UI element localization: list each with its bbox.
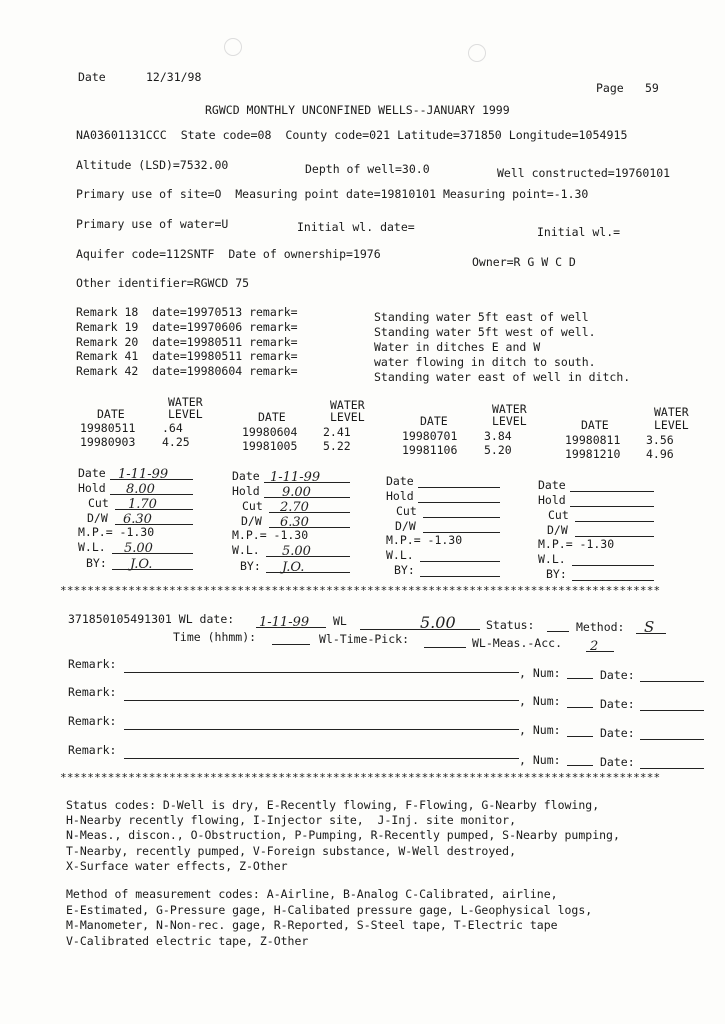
field-hold[interactable]: Hold [538, 493, 654, 507]
wl-value-field[interactable] [360, 614, 480, 630]
field-mp: M.P.= -1.30 [232, 528, 309, 542]
remark-text: Standing water 5ft east of well [374, 310, 589, 324]
method-codes-line: V-Calibrated electric tape, Z-Other [66, 934, 309, 948]
field-wl[interactable]: W.L. [538, 552, 654, 566]
date-field[interactable] [640, 710, 704, 711]
other-identifier: Other identifier=RGWCD 75 [76, 276, 250, 290]
altitude: Altitude (LSD)=7532.00 [76, 158, 229, 172]
punch-hole-right [468, 44, 486, 62]
remark-label: Remark 41 date=19980511 remark= [76, 349, 298, 363]
page-label: Page [596, 81, 624, 95]
handwritten-cut: 2.70 [280, 500, 309, 515]
status-codes-line: N-Meas., discon., O-Obstruction, P-Pumping, R-Recently pumped, S-Nearby pumping, [66, 828, 620, 842]
header-date: DATE [97, 407, 125, 421]
field-date[interactable]: Date 1-11-99 [78, 466, 193, 480]
handwritten-by: J.O. [130, 557, 153, 572]
initial-wl: Initial wl.= [537, 225, 621, 239]
wl-date: 19980604 [242, 425, 298, 439]
wl-date-field[interactable] [256, 612, 326, 628]
wl-level: .64 [162, 421, 183, 435]
time-label: Time (hhmm): [173, 630, 257, 644]
num-field[interactable] [567, 707, 593, 708]
status-codes-line: H-Nearby recently flowing, I-Injector site, J-Inj. site monitor, [66, 813, 517, 827]
remark-row-label: Remark: [68, 743, 117, 757]
field-hold[interactable]: Hold 8.00 [78, 481, 193, 495]
field-date[interactable]: Date [386, 474, 500, 488]
handwritten-dw: 6.30 [280, 515, 309, 530]
remark-field[interactable] [124, 672, 519, 673]
field-by[interactable]: BY: J.O. [232, 559, 350, 573]
handwritten-wl-value: 5.00 [420, 613, 456, 632]
date-field[interactable] [640, 739, 704, 740]
wl-date: 19980511 [80, 421, 136, 435]
header-date: DATE [258, 410, 286, 424]
handwritten-date: 1-11-99 [118, 467, 169, 482]
num-label: , Num: [519, 723, 561, 737]
remark-text: Water in ditches E and W [374, 340, 541, 354]
handwritten-dw: 6.30 [123, 512, 152, 527]
remark-field[interactable] [124, 700, 519, 701]
entry-site-id: 371850105491301 WL date: [68, 612, 235, 626]
wl-level: 3.84 [484, 429, 512, 443]
header-level: LEVEL [330, 410, 365, 424]
method-codes-line: M-Manometer, N-Non-rec. gage, R-Reported, S-Steel tape, T-Electric tape [66, 918, 558, 932]
separator-line: **************************************************************************************** [60, 772, 661, 783]
separator-line: **************************************************************************************** [60, 585, 661, 596]
owner: Owner=R G W C D [472, 255, 576, 269]
field-wl[interactable]: W.L. [386, 548, 500, 562]
field-wl[interactable]: W.L. 5.00 [232, 543, 350, 557]
header-water: WATER [492, 402, 527, 416]
wl-date: 19981106 [402, 443, 458, 457]
field-dw[interactable]: D/W [538, 523, 654, 537]
header-water: WATER [654, 405, 689, 419]
date-field-label: Date: [600, 668, 635, 682]
num-field[interactable] [567, 765, 593, 766]
header-water: WATER [168, 395, 203, 409]
handwritten-wl-date: 1-11-99 [259, 615, 310, 630]
remark-label: Remark 20 date=19980511 remark= [76, 335, 298, 349]
header-date: DATE [581, 418, 609, 432]
site-id-line: NA03601131CCC State code=08 County code=021 Latitude=371850 Longitude=1054915 [76, 128, 628, 142]
field-date[interactable]: Date [538, 478, 654, 492]
initial-wl-date: Initial wl. date= [297, 220, 415, 234]
wl-date: 19981005 [242, 439, 298, 453]
remark-text: water flowing in ditch to south. [374, 355, 596, 369]
num-field[interactable] [567, 678, 593, 679]
wl-date: 19980701 [402, 429, 458, 443]
date-field-label: Date: [600, 726, 635, 740]
header-water: WATER [330, 398, 365, 412]
field-date[interactable]: Date 1-11-99 [232, 469, 350, 483]
field-mp: M.P.= -1.30 [78, 525, 155, 539]
wl-level: 5.20 [484, 443, 512, 457]
well-constructed: Well constructed=19760101 [497, 166, 671, 180]
handwritten-meas-acc: 2 [590, 639, 599, 654]
remark-row-label: Remark: [68, 685, 117, 699]
field-cut[interactable]: Cut [538, 508, 654, 522]
wl-date: 19980811 [565, 433, 621, 447]
field-mp: M.P.= -1.30 [538, 537, 615, 551]
remark-text: Standing water 5ft west of well. [374, 325, 596, 339]
report-title: RGWCD MONTHLY UNCONFINED WELLS--JANUARY 1999 [205, 103, 510, 117]
depth-of-well: Depth of well=30.0 [305, 162, 430, 176]
handwritten-by: J.O. [282, 560, 305, 575]
primary-use-site: Primary use of site=O Measuring point date=19810101 Measuring point=-1.30 [76, 187, 589, 201]
remark-field[interactable] [124, 729, 519, 730]
remark-label: Remark 18 date=19970513 remark= [76, 305, 298, 319]
date-field-label: Date: [600, 697, 635, 711]
wl-level: 4.96 [646, 447, 674, 461]
status-field[interactable] [547, 620, 569, 632]
date-field[interactable] [640, 681, 704, 682]
remark-label: Remark 19 date=19970606 remark= [76, 320, 298, 334]
date-field-label: Date: [600, 755, 635, 769]
field-hold[interactable]: Hold 9.00 [232, 484, 350, 498]
field-cut[interactable]: Cut 1.70 [78, 496, 193, 510]
remark-text: Standing water east of well in ditch. [374, 370, 631, 384]
num-label: , Num: [519, 753, 561, 767]
punch-hole-left [224, 38, 242, 56]
method-codes-line: E-Estimated, G-Pressure gage, H-Calibated pressure gage, L-Geophysical logs, [66, 903, 593, 917]
header-date: DATE [420, 414, 448, 428]
wl-level: 5.22 [323, 439, 351, 453]
status-label: Status: [486, 618, 535, 632]
aquifer-code: Aquifer code=112SNTF Date of ownership=1976 [76, 247, 381, 261]
field-cut[interactable]: Cut [386, 504, 500, 518]
handwritten-cut: 1.70 [128, 497, 157, 512]
time-pick-field[interactable] [424, 647, 466, 648]
time-field[interactable] [272, 644, 310, 645]
header-level: LEVEL [654, 418, 689, 432]
wl-date: 19980903 [80, 435, 136, 449]
field-by[interactable]: BY: [538, 567, 654, 581]
method-codes-line: Method of measurement codes: A-Airline, B-Analog C-Calibrated, airline, [66, 887, 558, 901]
field-dw[interactable]: D/W [386, 519, 500, 533]
handwritten-date: 1-11-99 [270, 470, 321, 485]
handwritten-method: S [644, 618, 655, 636]
status-codes-line: Status codes: D-Well is dry, E-Recently flowing, F-Flowing, G-Nearby flowing, [66, 798, 600, 812]
date-value: 12/31/98 [146, 70, 202, 84]
status-codes-line: T-Nearby, recently pumped, V-Foreign substance, W-Well destroyed, [66, 844, 517, 858]
time-pick-label: Wl-Time-Pick: [319, 632, 410, 646]
remark-row-label: Remark: [68, 714, 117, 728]
field-cut[interactable]: Cut 2.70 [232, 499, 350, 513]
date-label: Date [78, 70, 106, 84]
remark-row-label: Remark: [68, 657, 117, 671]
num-label: , Num: [519, 666, 561, 680]
page-number: 59 [645, 81, 659, 95]
status-codes-line: X-Surface water effects, Z-Other [66, 859, 288, 873]
wl-level: 2.41 [323, 425, 351, 439]
field-dw[interactable]: D/W 6.30 [78, 511, 193, 525]
num-field[interactable] [567, 736, 593, 737]
num-label: , Num: [519, 694, 561, 708]
meas-acc-label: WL-Meas.-Acc. [472, 636, 563, 650]
wl-label: WL [333, 614, 347, 628]
handwritten-hold: 8.00 [126, 482, 155, 497]
header-level: LEVEL [168, 407, 203, 421]
meas-acc-field[interactable] [586, 638, 614, 652]
primary-use-water: Primary use of water=U [76, 217, 229, 231]
field-by[interactable]: BY: J.O. [78, 556, 193, 570]
remark-label: Remark 42 date=19980604 remark= [76, 364, 298, 378]
field-wl[interactable]: W.L. 5.00 [78, 540, 193, 554]
handwritten-wl: 5.00 [124, 541, 153, 556]
handwritten-wl: 5.00 [282, 544, 311, 559]
wl-level: 4.25 [162, 435, 190, 449]
date-field[interactable] [640, 768, 704, 769]
wl-level: 3.56 [646, 433, 674, 447]
field-by[interactable]: BY: [386, 563, 500, 577]
field-hold[interactable]: Hold [386, 489, 500, 503]
header-level: LEVEL [492, 414, 527, 428]
method-label: Method: [576, 620, 625, 634]
remark-field[interactable] [124, 758, 519, 759]
method-field[interactable] [636, 620, 666, 634]
wl-date: 19981210 [565, 447, 621, 461]
handwritten-hold: 9.00 [282, 485, 311, 500]
field-mp: M.P.= -1.30 [386, 533, 463, 547]
field-dw[interactable]: D/W 6.30 [232, 514, 350, 528]
